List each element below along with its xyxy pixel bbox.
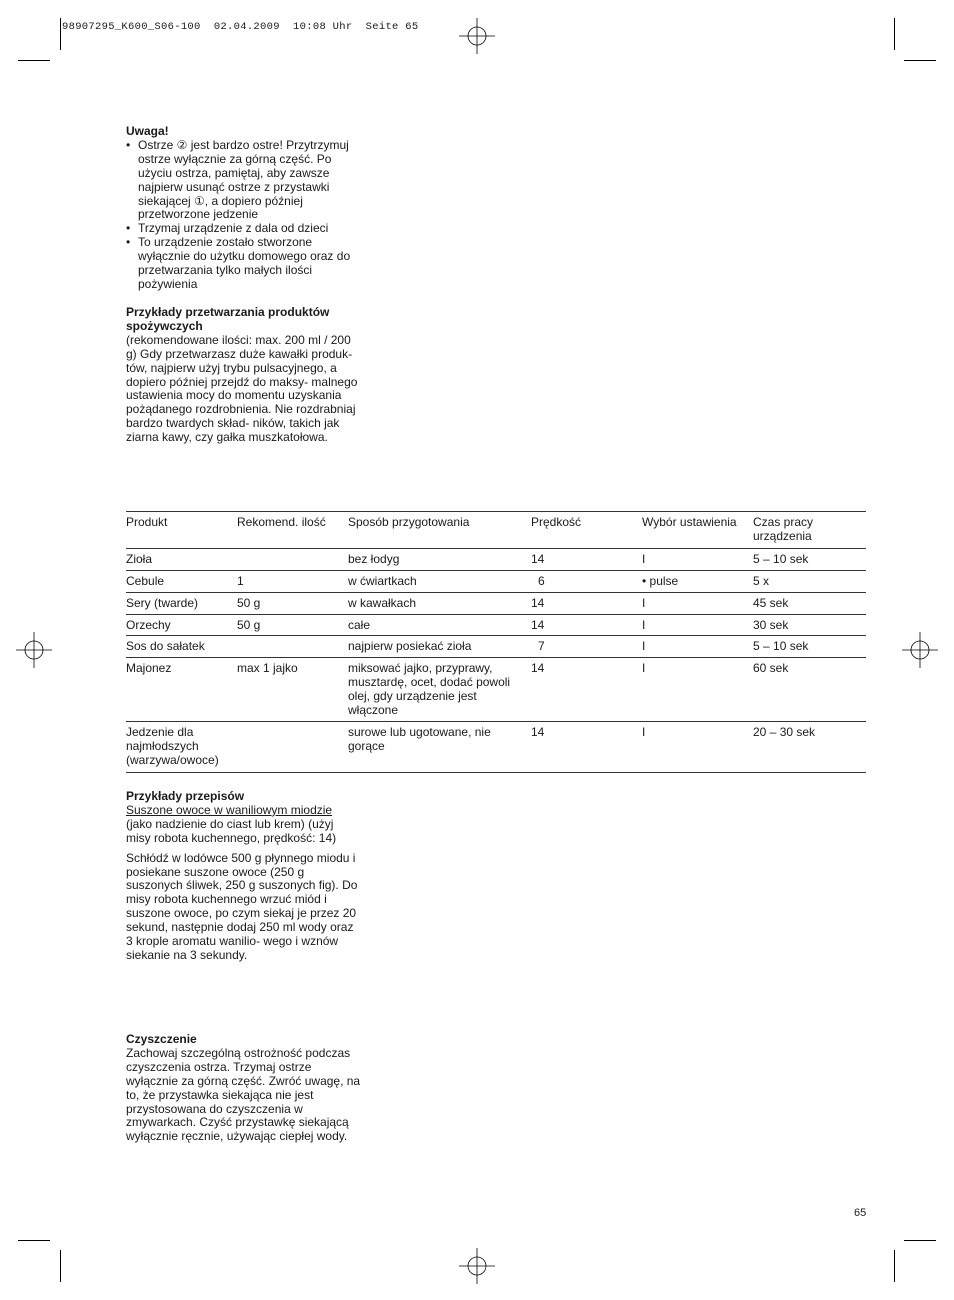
crop-mark [904,60,936,61]
table-row [126,658,866,722]
table-cell: 7 [531,636,642,658]
recipe-body: Schłódź w lodówce 500 g płynnego miodu i posiekane suszone owoce (250 g suszonych śliwek, 250 g suszonych fig). Do misy robota kuchennego wrzuć miód i suszone owoce, po czym siekaj je przez 20 sekund, następnie dodaj 250 ml wody oraz 3 krople aromatu wanilio- wego i wznów siekanie na 3 sekundy. [126,850,358,962]
table-cell: 20 – 30 sek [753,721,866,772]
table-cell: w kawałkach [348,592,531,614]
crop-mark [904,1240,936,1241]
table-cell: I [642,721,753,772]
table-cell: miksować jajko, przyprawy, musztardę, ocet, dodać powoli olej, gdy urządzenie jest włączone [348,658,531,722]
crop-mark [60,1250,61,1282]
table-header: Czas pracy urządzenia [753,512,866,549]
examples-title: Przykłady przetwarzania produktów spożywczych [126,305,330,333]
cleaning-title: Czyszczenie [126,1032,197,1046]
table-header: Prędkość [531,512,642,549]
table-row [126,570,866,592]
table-cell: najpierw posiekać zioła [348,636,531,658]
table-row [126,636,866,658]
table-cell: 5 – 10 sek [753,636,866,658]
recipe-name: Suszone owoce w waniliowym miodzie [126,802,333,817]
examples-section [126,306,361,445]
table-cell: Cebule [126,570,237,592]
table-cell: 14 [531,614,642,636]
table-row [126,721,866,772]
crop-mark [60,18,61,50]
list-item: • To urządzenie zostało stworzone wyłącznie do użytku domowego oraz do przetwarzania tylko małych ilości pożywienia [126,236,366,292]
list-item: • Ostrze ② jest bardzo ostre! Przytrzymuj ostrze wyłącznie za górną część. Po użyciu ostrza, pamiętaj, aby zawsze najpierw usunąć ostrze z przystawki siekającej ①, a dopiero później przetworzone jedzenie [126,139,366,222]
table-cell: Orzechy [126,614,237,636]
crop-mark [18,1240,50,1241]
table-header: Produkt [126,512,237,549]
registration-mark-icon [459,1248,495,1284]
print-slug: 98907295_K600_S06-100 02.04.2009 10:08 Uhr Seite 65 [62,21,419,33]
recipes-section [126,790,358,963]
table-cell: w ćwiartkach [348,570,531,592]
warning-section [126,125,366,292]
table-cell: 1 [237,570,348,592]
table-cell: 14 [531,592,642,614]
table-cell: Majonez [126,658,237,722]
table-cell: 50 g [237,614,348,636]
cleaning-text: Zachowaj szczególną ostrożność podczas czyszczenia ostrza. Trzymaj ostrze wyłącznie za górną część. Zwróć uwagę, na to, że przystawka siekająca nie jest przystosowana do czyszczenia w zmywarkach. Czyść przystawkę siekającą wyłącznie ręcznie, używając ciepłej wody. [126,1045,361,1144]
table-row [126,614,866,636]
crop-mark [894,18,895,50]
cleaning-section [126,1033,361,1144]
recipes-title: Przykłady przepisów [126,789,245,803]
processing-table [126,511,866,773]
table-cell: 5 x [753,570,866,592]
registration-mark-icon [16,632,52,668]
table-cell: 60 sek [753,658,866,722]
table-header: Rekomend. ilość [237,512,348,549]
warning-title: Uwaga! [126,124,169,138]
table-row [126,548,866,570]
table-cell: max 1 jajko [237,658,348,722]
table-cell: I [642,636,753,658]
registration-mark-icon [902,632,938,668]
table-cell [237,636,348,658]
table-row [126,592,866,614]
table-cell [237,548,348,570]
table-cell [237,721,348,772]
table-cell: bez łodyg [348,548,531,570]
table-cell: • pulse [642,570,753,592]
table-cell: Sos do sałatek [126,636,237,658]
crop-mark [894,1250,895,1282]
warning-list [126,139,366,292]
table-cell: I [642,658,753,722]
table-cell: Sery (twarde) [126,592,237,614]
registration-mark-icon [459,18,495,54]
table-header: Sposób przygotowania [348,512,531,549]
table-cell: Jedzenie dla najmłodszych (warzywa/owoce) [126,721,237,772]
table-cell: Zioła [126,548,237,570]
table-header: Wybór ustawienia [642,512,753,549]
table-cell: surowe lub ugotowane, nie gorące [348,721,531,772]
table-cell: 30 sek [753,614,866,636]
table-cell: całe [348,614,531,636]
table-cell: 14 [531,548,642,570]
table-cell: 14 [531,721,642,772]
list-item: • Trzymaj urządzenie z dala od dzieci [126,222,366,236]
page-number: 65 [854,1207,867,1219]
table-cell: I [642,592,753,614]
table-header-row [126,512,866,549]
table-cell: 45 sek [753,592,866,614]
table-cell: 5 – 10 sek [753,548,866,570]
table-cell: 14 [531,658,642,722]
recipe-note: (jako nadzienie do ciast lub krem) (użyj misy robota kuchennego, prędkość: 14) [126,816,337,845]
table-cell: I [642,614,753,636]
table-cell: 50 g [237,592,348,614]
table-cell: 6 [531,570,642,592]
table-cell: I [642,548,753,570]
examples-text: (rekomendowane ilości: max. 200 ml / 200 g) Gdy przetwarzasz duże kawałki produk- tów, najpierw użyj trybu pulsacyjnego, a dopiero później przejdź do maksy- malnego ustawienia mocy do momentu uzyskania pożądanego rozdrobnienia. Nie rozdrabniaj bardzo twardych skład- ników, takich jak ziarna kawy, czy gałka muszkatołowa. [126,332,358,445]
crop-mark [18,60,50,61]
